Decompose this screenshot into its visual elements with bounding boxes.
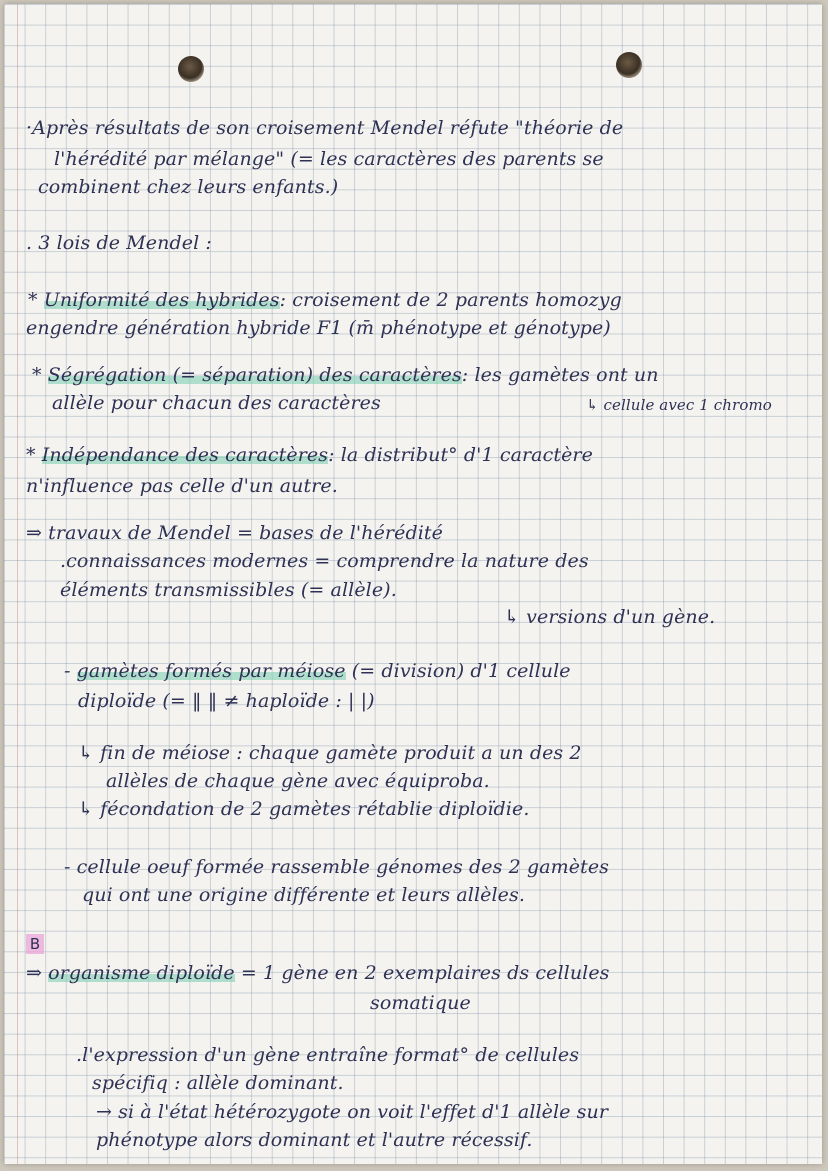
law-independence: * Indépendance des caractères: la distribut° d'1 caractère <box>26 444 593 466</box>
gene-expression: .l'expression d'un gène entraîne format° de cellules <box>76 1044 580 1066</box>
meiosis-end-line-2: allèles de chaque gène avec équiproba. <box>106 770 490 792</box>
diploid-organism-text: = 1 gène en 2 exemplaires ds cellules <box>240 962 610 984</box>
notebook-page <box>4 4 822 1164</box>
binder-hole-right <box>616 52 642 78</box>
law-uniformity-text: : croisement de 2 parents homozyg <box>279 289 622 311</box>
meiosis-line-2: diploïde (= ‖ ‖ ≠ haploïde : | |) <box>78 690 375 712</box>
law-uniformity-title: Uniformité des hybrides <box>43 289 280 311</box>
diploid-organism-line-2: somatique <box>370 992 471 1014</box>
law-segregation-note: ↳ cellule avec 1 chromo <box>586 396 772 414</box>
law-segregation-title: Ségrégation (= séparation) des caractères <box>47 364 462 386</box>
diploid-organism-title: organisme diploïde <box>48 962 235 984</box>
mendel-conclusion: ⇒ travaux de Mendel = bases de l'hérédité <box>26 522 443 544</box>
law-independence-title: Indépendance des caractères <box>41 444 329 466</box>
egg-cell-text: cellule oeuf formée rassemble génomes des 2 gamètes <box>76 856 610 878</box>
gene-expression-line-2: spécifiq : allèle dominant. <box>92 1072 344 1094</box>
meiosis-end: ↳ fin de méiose : chaque gamète produit a un des 2 <box>78 742 582 764</box>
meiosis-highlight: gamètes formés par méiose <box>76 660 346 682</box>
law-segregation-line-2: allèle pour chacun des caractères <box>52 392 381 414</box>
margin-line <box>17 4 18 1164</box>
section-b-marker: B <box>26 934 44 954</box>
law-segregation: * Ségrégation (= séparation) des caractères: les gamètes ont un <box>32 364 659 386</box>
law-uniformity-line-2: engendre génération hybride F1 (m̄ phénotype et génotype) <box>26 317 611 339</box>
fertilisation: ↳ fécondation de 2 gamètes rétablie diploïdie. <box>78 798 530 820</box>
dominance-rule-line-2: phénotype alors dominant et l'autre récessif. <box>96 1129 533 1151</box>
intro-line-3: combinent chez leurs enfants.) <box>38 176 339 198</box>
binder-hole-left <box>178 56 204 82</box>
law-segregation-text: : les gamètes ont un <box>461 364 659 386</box>
diploid-organism: ⇒ organisme diploïde = 1 gène en 2 exemplaires ds cellules <box>26 962 610 984</box>
meiosis-line-1: - gamètes formés par méiose (= division) d'1 cellule <box>64 660 571 682</box>
intro-line-2: l'hérédité par mélange" (= les caractères des parents se <box>54 148 604 170</box>
dominance-rule: → si à l'état hétérozygote on voit l'effet d'1 allèle sur <box>96 1101 609 1123</box>
egg-cell-line-2: qui ont une origine différente et leurs allèles. <box>82 884 525 906</box>
allele-definition: ↳ versions d'un gène. <box>504 606 716 628</box>
section-title: . 3 lois de Mendel : <box>26 232 212 254</box>
modern-knowledge: .connaissances modernes = comprendre la nature des <box>60 550 589 572</box>
law-independence-text: : la distribut° d'1 caractère <box>328 444 593 466</box>
modern-knowledge-line-2: éléments transmissibles (= allèle). <box>60 579 397 601</box>
intro-line-1: ·Après résultats de son croisement Mendel réfute "théorie de <box>26 117 624 139</box>
law-independence-line-2: n'influence pas celle d'un autre. <box>26 475 338 497</box>
meiosis-text: (= division) d'1 cellule <box>351 660 571 682</box>
law-uniformity: * Uniformité des hybrides: croisement de 2 parents homozyg <box>28 289 622 311</box>
egg-cell: - cellule oeuf formée rassemble génomes des 2 gamètes <box>64 856 610 878</box>
